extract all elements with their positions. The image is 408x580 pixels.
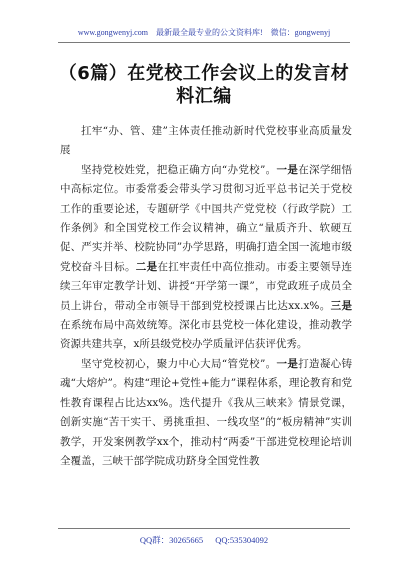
document-title: （6篇）在党校工作会议上的发言材料汇编 xyxy=(58,63,350,107)
document-body xyxy=(60,122,352,471)
body-paragraph xyxy=(60,355,352,471)
site-slogan: 最新最全最专业的公文资料库! xyxy=(155,28,263,37)
site-footer xyxy=(0,535,408,546)
header-divider xyxy=(58,42,350,43)
site-header xyxy=(0,28,408,38)
paragraph-text: 在系统布局中高效统筹。深化市县党校一体化建设，推动教学资源共建共享，x所县级党校办学质量评估获评优秀。 xyxy=(60,319,352,351)
paragraph-text: 在扛牢责任中高位推动。市委主要领导连续三年审定教学计划、讲授“开学第一课”，市党政班子成员全员上讲台，带动全市领导干部到党校授课占比达xx.x%。 xyxy=(60,260,353,312)
point-marker: 一是 xyxy=(276,163,299,176)
body-paragraph xyxy=(60,122,352,161)
paragraph-text: 坚守党校初心，聚力中心大局“管党校”。 xyxy=(81,357,277,370)
point-marker: 二是 xyxy=(135,260,158,273)
point-marker: 一是 xyxy=(276,357,299,370)
paragraph-text: 打造凝心铸魂“大熔炉”。构建“理论+党性+能力”课程体系，理论教育和党性教育课程占比达xx%。迭代提升《我从三峡来》情景党课，创新实施“苦干实干、勇挑重担、一线攻坚”的“板房精神”实训教学，开发案例教学xx个，推动村“两委”干部进党校理论培训全覆盖，三峡干部学院成功跻身全国党性教 xyxy=(60,357,353,467)
body-paragraph xyxy=(60,161,352,355)
paragraph-text: 坚持党校姓党，把稳正确方向“办党校”。 xyxy=(81,163,277,176)
wechat-id: 微信：gongwenyj xyxy=(270,28,331,37)
footer-divider xyxy=(58,528,350,529)
qq-group: QQ群：30265665 xyxy=(139,535,204,545)
paragraph-text: 在深学细悟中高标定位。市委常委会带头学习贯彻习近平总书记关于党校工作的重要论述，专题研学《中国共产党党校（行政学院）工作条例》和全国党校工作会议精神，确立“量质齐升、软硬互促、严实并举、校院协同”办学思路，明确打造全国一流地市级党校奋斗目标。 xyxy=(60,163,353,273)
paragraph-text: 扛牢“办、管、建”主体责任推动新时代党校事业高质量发展 xyxy=(60,125,352,157)
site-url[interactable]: www.gongwenyj.com xyxy=(77,28,148,37)
point-marker: 三是 xyxy=(330,299,352,312)
qq-contact: QQ:535304092 xyxy=(215,535,269,545)
